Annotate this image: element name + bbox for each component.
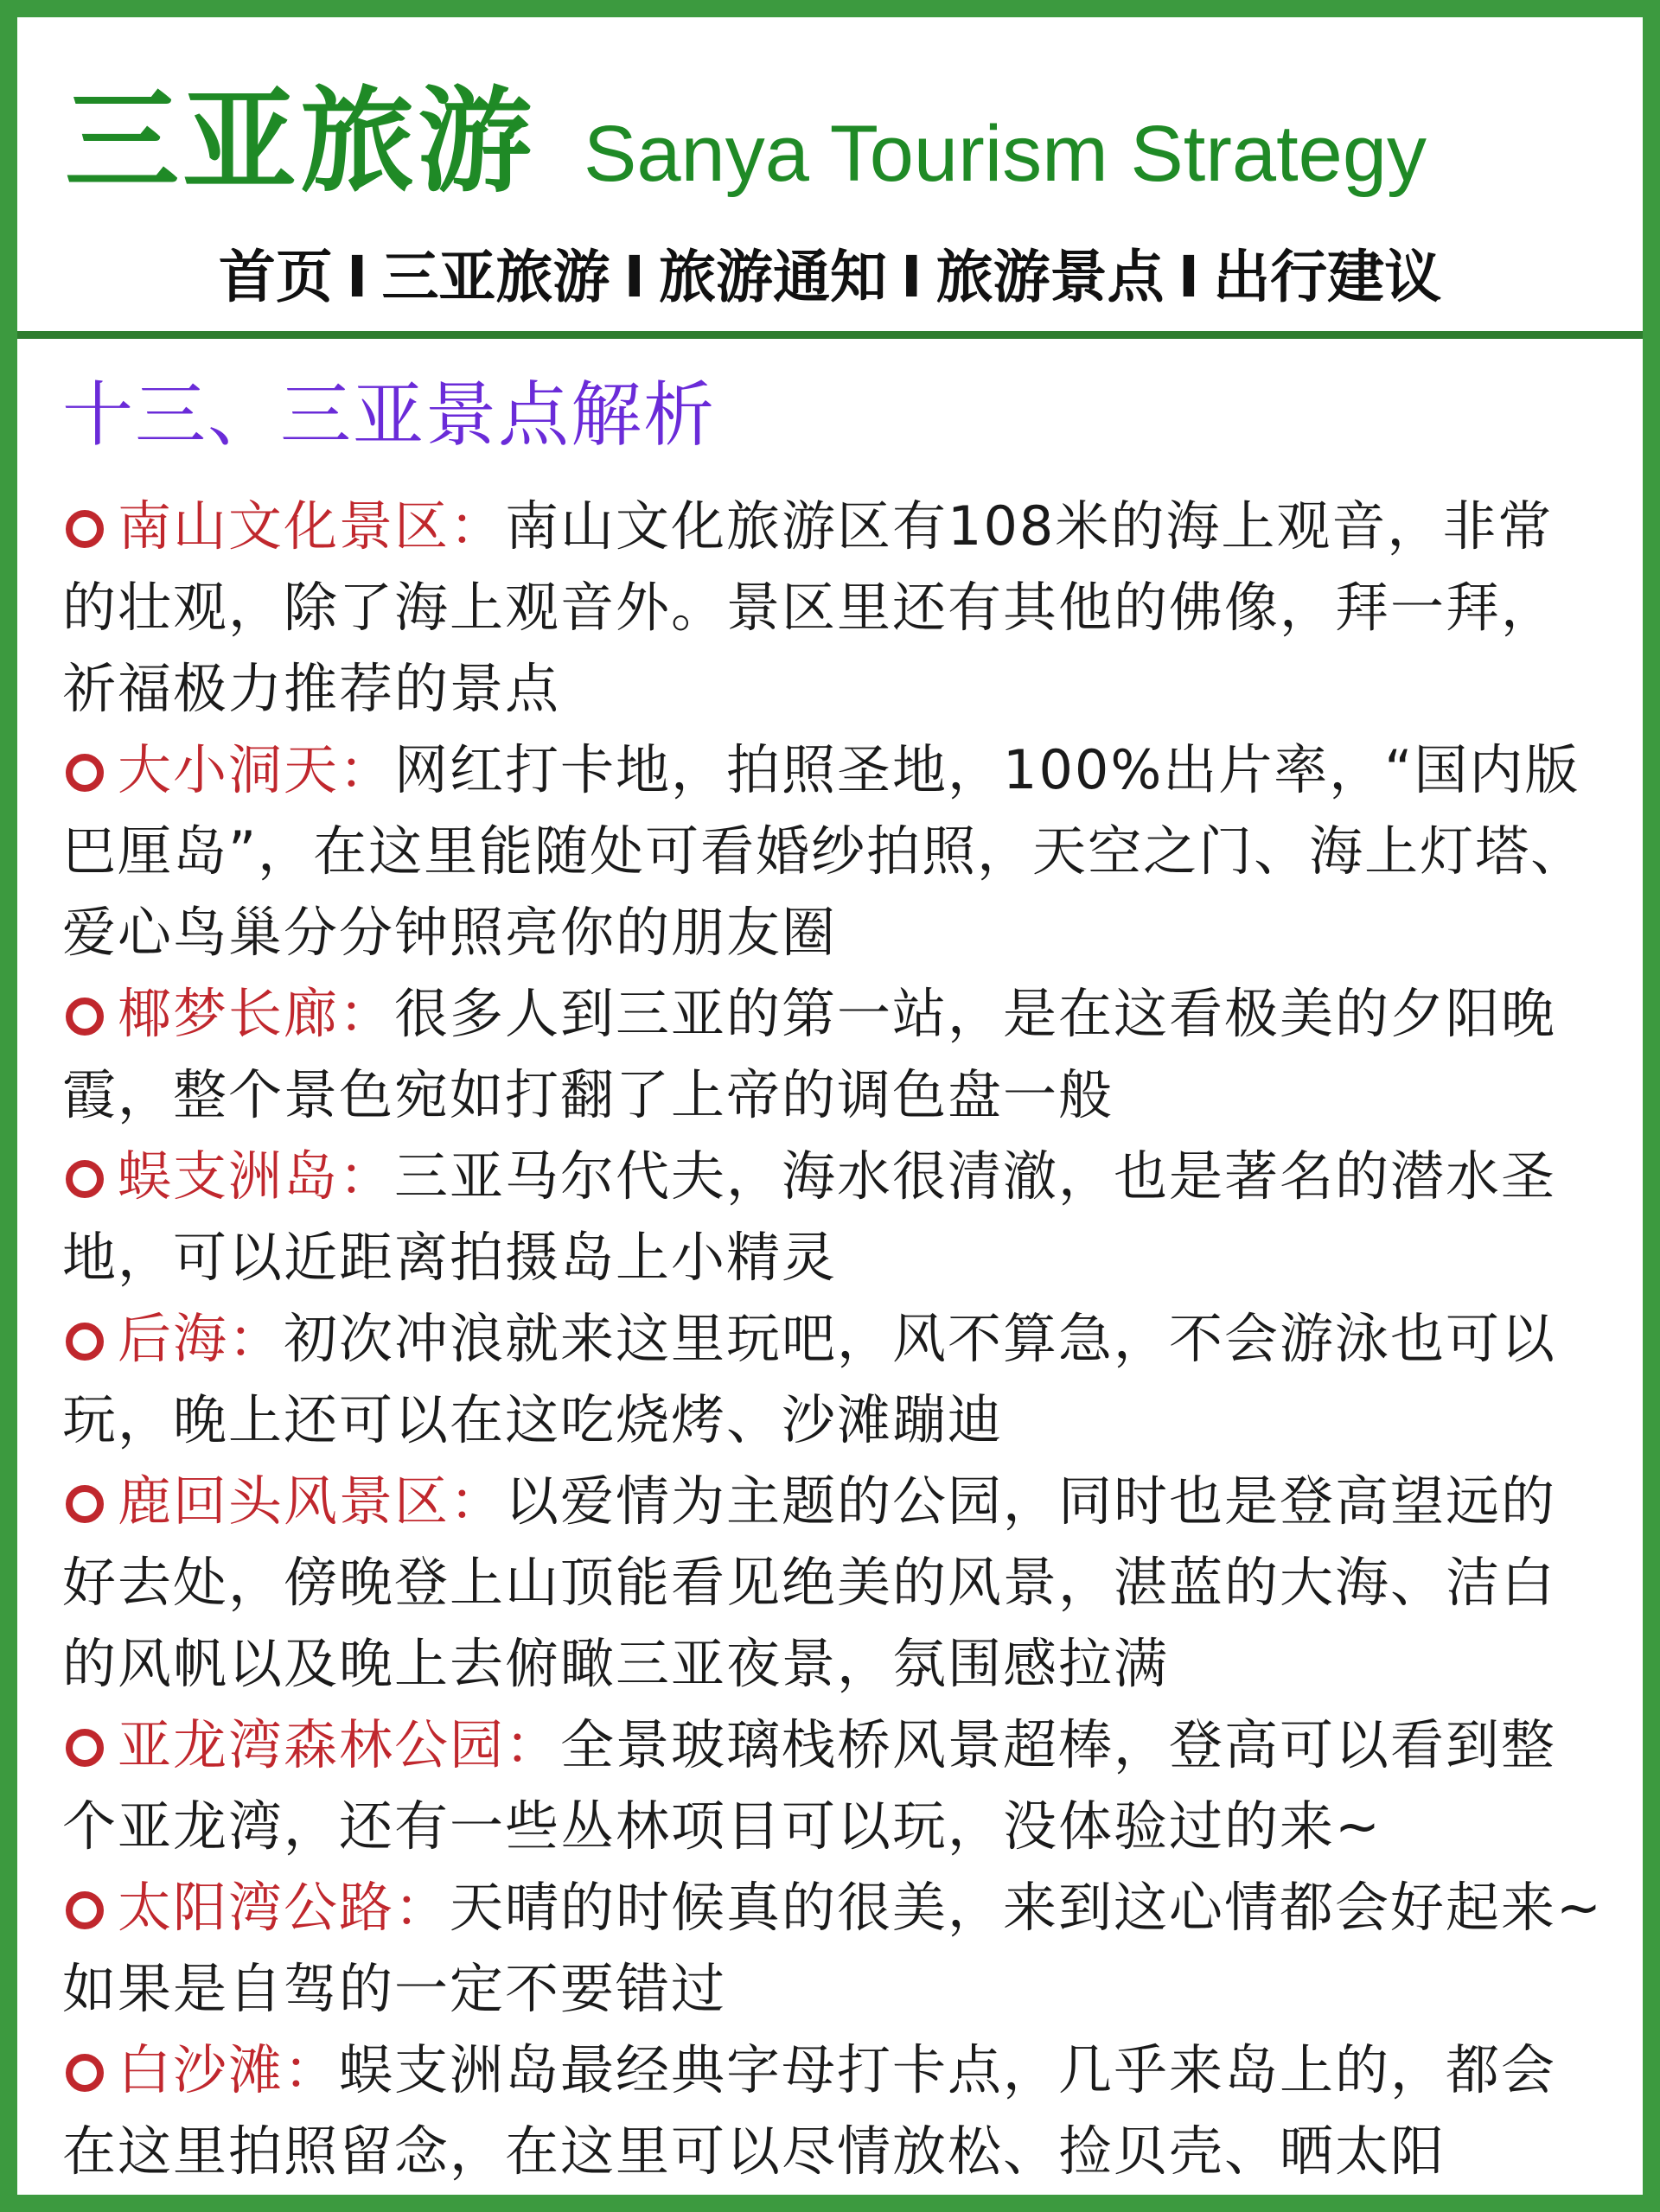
nav-separator: I bbox=[623, 244, 645, 310]
attraction-entry bbox=[62, 973, 1606, 1136]
attraction-name: 蜈支洲岛： bbox=[118, 1144, 395, 1208]
circle-bullet-icon bbox=[66, 998, 104, 1036]
nav-item-travel-notice[interactable]: 旅游通知 bbox=[659, 244, 887, 310]
content bbox=[62, 374, 1606, 2192]
attraction-description: 蜈支洲岛最经典字母打卡点，几乎来岛上的，都会在这里拍照留念，在这里可以尽情放松、捡贝壳、晒太阳 bbox=[62, 2038, 1557, 2183]
attraction-name: 亚龙湾森林公园： bbox=[118, 1713, 561, 1776]
attraction-entry bbox=[62, 2030, 1606, 2192]
attraction-name: 白沙滩： bbox=[118, 2038, 340, 2101]
attraction-description: 以爱情为主题的公园，同时也是登高望远的好去处，傍晚登上山顶能看见绝美的风景，湛蓝的大海、洁白的风帆以及晚上去俯瞰三亚夜景，氛围感拉满 bbox=[62, 1469, 1557, 1695]
attraction-entry bbox=[62, 486, 1606, 730]
circle-bullet-icon bbox=[66, 1323, 104, 1361]
circle-bullet-icon bbox=[66, 510, 104, 548]
attraction-name: 后海： bbox=[118, 1307, 284, 1370]
circle-bullet-icon bbox=[66, 1160, 104, 1198]
title-chinese: 三亚旅游 bbox=[65, 75, 535, 208]
attraction-description: 天晴的时候真的很美，来到这心情都会好起来~如果是自驾的一定不要错过 bbox=[62, 1876, 1603, 2020]
attraction-description: 全景玻璃栈桥风景超棒，登高可以看到整个亚龙湾，还有一些丛林项目可以玩，没体验过的来~ bbox=[62, 1713, 1557, 1858]
nav-item-home[interactable]: 首页 bbox=[218, 244, 333, 310]
title-english: Sanya Tourism Strategy bbox=[584, 110, 1427, 198]
nav-item-attractions[interactable]: 旅游景点 bbox=[935, 244, 1165, 310]
attraction-entry bbox=[62, 1136, 1606, 1298]
nav-separator: I bbox=[346, 244, 368, 310]
attraction-name: 椰梦长廊： bbox=[118, 982, 395, 1045]
attraction-name: 鹿回头风景区： bbox=[118, 1469, 506, 1533]
nav-bar bbox=[17, 244, 1643, 310]
nav-separator: I bbox=[901, 244, 923, 310]
attraction-description: 网红打卡地，拍照圣地，100%出片率，“国内版巴厘岛”，在这里能随处可看婚纱拍照，天空之门、海上灯塔、爱心鸟巢分分钟照亮你的朋友圈 bbox=[62, 738, 1587, 964]
attraction-description: 三亚马尔代夫，海水很清澈，也是著名的潜水圣地，可以近距离拍摄岛上小精灵 bbox=[62, 1144, 1557, 1289]
header-divider bbox=[17, 331, 1643, 339]
attraction-entry bbox=[62, 1705, 1606, 1867]
attraction-name: 大小洞天： bbox=[118, 738, 395, 801]
circle-bullet-icon bbox=[66, 1891, 104, 1929]
attraction-description: 很多人到三亚的第一站，是在这看极美的夕阳晚霞，整个景色宛如打翻了上帝的调色盘一般 bbox=[62, 982, 1557, 1126]
title-row bbox=[65, 75, 1427, 208]
header bbox=[17, 17, 1643, 331]
attraction-entry bbox=[62, 1461, 1606, 1705]
page-frame bbox=[17, 17, 1643, 2195]
attraction-name: 太阳湾公路： bbox=[118, 1876, 450, 1939]
attraction-description: 南山文化旅游区有108米的海上观音，非常的壮观，除了海上观音外。景区里还有其他的佛像，拜一拜，祈福极力推荐的景点 bbox=[62, 494, 1557, 720]
section-title: 十三、三亚景点解析 bbox=[62, 374, 717, 456]
circle-bullet-icon bbox=[66, 2054, 104, 2092]
attraction-name: 南山文化景区： bbox=[118, 494, 506, 558]
circle-bullet-icon bbox=[66, 754, 104, 792]
circle-bullet-icon bbox=[66, 1485, 104, 1523]
circle-bullet-icon bbox=[66, 1729, 104, 1767]
nav-separator: I bbox=[1178, 244, 1200, 310]
nav-item-sanya-tourism[interactable]: 三亚旅游 bbox=[381, 244, 610, 310]
attraction-entry bbox=[62, 1867, 1606, 2030]
attraction-entry bbox=[62, 730, 1606, 973]
attraction-description: 初次冲浪就来这里玩吧，风不算急，不会游泳也可以玩，晚上还可以在这吃烧烤、沙滩蹦迪 bbox=[62, 1307, 1557, 1451]
nav-item-travel-advice[interactable]: 出行建议 bbox=[1213, 244, 1442, 310]
attraction-entry bbox=[62, 1298, 1606, 1461]
